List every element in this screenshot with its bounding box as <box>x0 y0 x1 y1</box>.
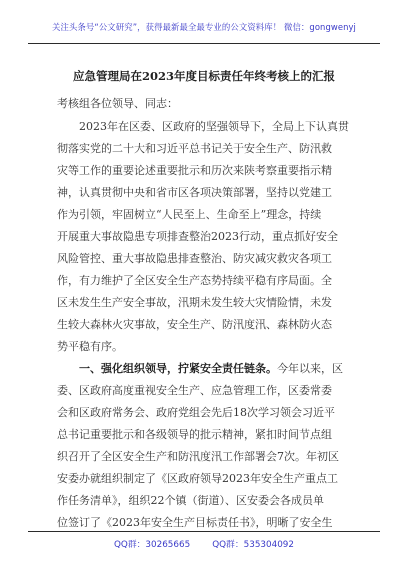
paragraph1-line: 开展重大事故隐患专项排查整治2023行动，重点抓好安全 <box>57 230 338 243</box>
footer-qq-group-1: QQ群：30265665 <box>113 540 191 550</box>
paragraph1-line: 2023年在区委、区政府的坚强领导下，全局上下认真贯 <box>79 120 349 133</box>
section1-heading-line <box>79 362 343 376</box>
paragraph1-line: 作为引领，牢固树立“人民至上、生命至上”理念，持续 <box>57 208 322 221</box>
paragraph1-line: 势平稳有序。 <box>57 340 123 353</box>
paragraph1-line: 灾等工作的重要论述重要批示和历次来陕考察重要指示精 <box>57 164 332 177</box>
paragraph2-line: 委、区政府高度重视安全生产、应急管理工作，区委常委 <box>57 384 332 397</box>
salutation: 考核组各位领导、同志： <box>57 97 178 110</box>
paragraph2-line: 位签订了《2023年安全生产目标责任书》，明晰了安全生 <box>57 516 333 529</box>
footer-divider <box>28 531 380 532</box>
footer-qq-group-2: QQ群：535304092 <box>212 540 295 550</box>
document-title: 应急管理局在2023年度目标责任年终考核上的汇报 <box>72 69 335 83</box>
paragraph1-line: 作，有力维护了全区安全生产态势持续平稳有序局面。全 <box>57 274 332 287</box>
paragraph2-line: 会和区政府常务会、政府党组会先后18次学习领会习近平 <box>57 406 335 419</box>
paragraph1-line: 风险管控、重大事故隐患排查整治、防灾减灾救灾各项工 <box>57 252 332 265</box>
paragraph2-line: 织召开了全区安全生产和防汛度汛工作部署会7次。年初区 <box>57 450 339 463</box>
paragraph2-line: 安委办就组织制定了《区政府领导2023年安全生产重点工 <box>57 472 338 485</box>
header-promo-note: 关注头条号“公文研究”，获得最新最全最专业的公文资料库！ 微信：gongwenyj <box>52 22 356 32</box>
footer-contacts <box>28 537 380 550</box>
paragraph2-line: 总书记重要批示和各级领导的批示精神，紧扣时间节点组 <box>57 428 332 441</box>
paragraph1-line: 生较大森林火灾事故，安全生产、防汛度汛、森林防火态 <box>57 318 332 331</box>
section1-heading-tail: 今年以来，区 <box>277 362 343 375</box>
paragraph1-line: 神，认真贯彻中央和省市区各项决策部署，坚持以党建工 <box>57 186 332 199</box>
section1-heading: 一、强化组织领导，拧紧安全责任链条。 <box>79 362 277 375</box>
paragraph1-line: 彻落实党的二十大和习近平总书记关于安全生产、防汛救 <box>57 142 332 155</box>
paragraph2-line: 作任务清单》，组织22个镇（街道）、区安委会各成员单 <box>57 494 324 507</box>
paragraph1-line: 区未发生生产安全事故，汛期未发生较大灾情险情，未发 <box>57 296 332 309</box>
header-divider <box>28 43 380 44</box>
